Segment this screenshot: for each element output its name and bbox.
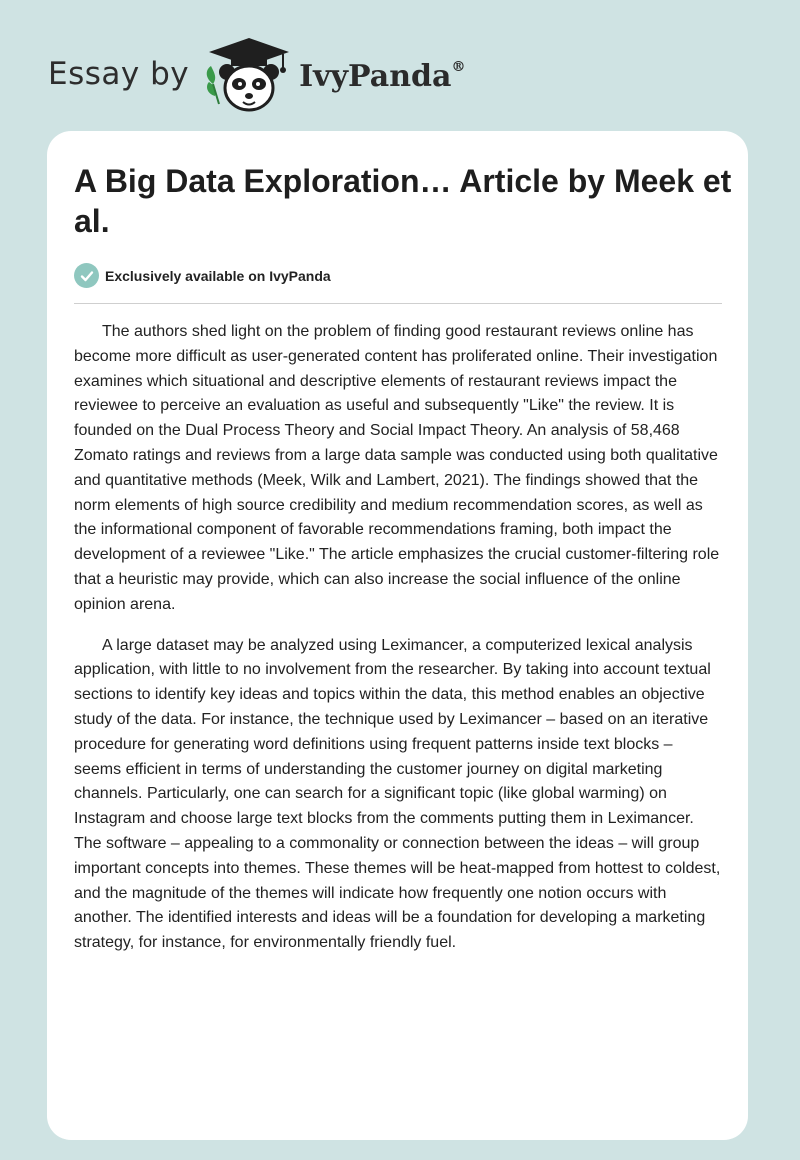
essay-card [47, 131, 748, 1140]
paragraph: The authors shed light on the problem of finding good restaurant reviews online has become more difficult as user-generated content has proliferated online. Their investigation examines which situational and descriptive elements of restaurant reviews impact the reviewee to perceive an evaluation as useful and subsequently "Like" the review. It is founded on the Dual Process Theory and Social Impact Theory. An analysis of 58,468 Zomato ratings and reviews from a large data sample was conducted using both qualitative and quantitative methods (Meek, Wilk and Lambert, 2021). The findings showed that the norm elements of high source credibility and medium recommendation scores, as well as the informational component of favorable recommendations framing, both impact the development of a reviewee "Like." The article emphasizes the crucial customer-filtering role that a heuristic may provide, which can also increase the social influence of the online opinion arena. [74, 323, 720, 613]
essay-by-label: Essay by [48, 56, 190, 92]
checkmark-icon [74, 263, 99, 288]
essay-title: A Big Data Exploration… Article by Meek et al. [74, 163, 732, 239]
brand-text: IvyPanda [299, 58, 452, 94]
site-header [48, 34, 465, 114]
title-divider [74, 303, 722, 304]
registered-mark: ® [451, 58, 466, 75]
panda-graduate-icon [203, 34, 295, 114]
paragraph: A large dataset may be analyzed using Leximancer, a computerized lexical analysis application, with little to no involvement from the researcher. By taking into account textual sections to identify key ideas and topics within the data, this method enables an objective study of the data. For instance, the technique used by Leximancer – based on an iterative procedure for generating word definitions using frequent patterns inside text blocks – seems efficient in terms of understanding the customer journey on digital marketing channels. Particularly, one can search for a significant topic (like global warming) on Instagram and choose large text blocks from the comments putting them in Leximancer. The software – appealing to a commonality or connection between the ideas – will group important concepts into themes. These themes will be heat-mapped from hottest to coldest, and the magnitude of the themes will indicate how frequently one notion occurs with another. The identified interests and ideas will be a foundation for developing a marketing strategy, for instance, for environmentally friendly fuel. [74, 636, 721, 952]
exclusive-badge [74, 263, 331, 288]
exclusive-badge-text: Exclusively available on IvyPanda [105, 267, 331, 284]
essay-body [74, 320, 724, 972]
brand-name [299, 59, 465, 94]
